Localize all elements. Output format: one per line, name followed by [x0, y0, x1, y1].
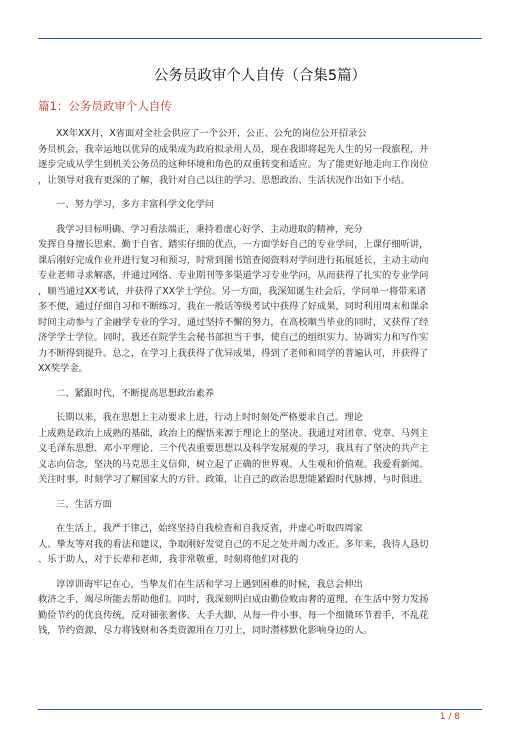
paragraph-line: 、乐于助人，对于长辈和老师，我非常敬重，时刻将他们对我的	[38, 554, 299, 565]
paragraph-line: 发挥自身擅长思索、勤于自省、踏实仔细的优点，一方面学好自己的专业学问，上课仔细听讲，	[38, 239, 429, 250]
paragraph-line: 义志向信念，坚决的马克思主义信仰，树立起了正确的世界观、人生观和价值观。我爱看新闻、	[38, 458, 429, 470]
section-heading: 篇1：公务员政审个人自传	[38, 99, 172, 113]
header-rule	[38, 38, 482, 39]
page-number: 1 / 8	[439, 712, 460, 722]
paragraph-line: 上成熟是政治上成熟的基础，政治上的醒悟来源于理论上的坚决。我通过对团章、党章、马列主	[38, 427, 429, 439]
paragraph-line: 救济之手，竭尽所能去帮助他们。同时，我深刻明白成由勤俭败由奢的道理，在生活中努力发扬	[38, 594, 429, 605]
paragraph-line: 义毛泽东思想、邓小平理论、三个代表重要思想以及科学发展观的学习，我具有了坚决的共产主	[38, 443, 429, 454]
paragraph-line: 在生活上，我严于律己，始终坚持自我检查和自我反省，并虚心听取四周家	[56, 523, 363, 534]
paragraph-line: 课后刚好完成作业并进行复习和预习，时常到图书馆查阅资料对学问进行拓展延长，主动主动向	[38, 254, 429, 266]
paragraph-line: 勤俭节约的优良传统，反对铺张奢侈、大手大脚，从每一件小事、每一个细微环节着手，不乱花	[38, 609, 429, 621]
footer-rule	[38, 709, 482, 710]
paragraph-line: 时间主动参与了金融学专业的学习，通过坚持不懈的努力，在高校顺当毕业的同时，又获得了经	[38, 316, 429, 328]
paragraph-line: 专业老师寻求解惑，并通过网络、专业期刊等多渠道学习专业学问，从而获得了扎实的专业学问	[38, 270, 429, 281]
paragraph-line: XX奖学金。	[38, 363, 88, 374]
document-body	[38, 126, 484, 639]
paragraph-line: 多不便，通过仔细自习和不断练习，我在一般话等级考试中获得了好成果，同时利用周末和课余	[38, 301, 429, 312]
paragraph-line: 力不断得到提升。总之，在学习上我获得了优异成果，得到了老师和同学的普遍认可，并获得了	[38, 347, 429, 359]
paragraph-line: ，让领导对我有更深的了解，我针对自己以往的学习、思想政治、生活状况作出如下小结。	[38, 174, 410, 186]
paragraph-line: 务员机会，我幸运地以优异的成果成为政府拟录用人员，现在我即将起先人生的另一段旅程，并	[38, 143, 429, 155]
subheading: 三、生活方面	[56, 498, 112, 510]
subheading: 一、努力学习，多方丰富科学文化学问	[56, 199, 215, 210]
paragraph-line: 钱，节约资源，尽力将钱财和各类资源用在刀刃上，同时潜移默化影响身边的人。	[38, 625, 373, 636]
paragraph-line: 长期以来，我在思想上主动要求上进，行动上时时刻处严格要求自己。理论	[56, 412, 363, 423]
paragraph-line: 济学学士学位。同时，我还在院学生会秘书部担当干事，使自己的组织实力、协调实力和写作实	[38, 332, 429, 343]
paragraph-line: XX年XX月，X省面对全社会供应了一个公开、公正、公允的岗位公开招录公	[56, 128, 367, 139]
paragraph-line: 我学习目标明确、学习看法端正，秉持着虚心好学、主动进取的精神，充分	[56, 223, 363, 235]
document-title: 公务员政审个人自传（合集5篇）	[153, 68, 367, 84]
paragraph-line: 谆谆训诲牢记在心，当挚友们在生活和学习上遇到困难的时候，我总会伸出	[56, 578, 363, 590]
paragraph-line: 关注时事，时刻学习了解国家大的方针、政策，让自己的政治思想能紧跟时代脉搏、与时俱进。	[38, 474, 429, 485]
paragraph-line: ，顺当通过XX考试，并获得了XX学士学位。另一方面，我深知诞生社会后，学问单一将带来诸	[38, 285, 427, 297]
subheading: 二、紧跟时代，不断提高思想政治素养	[56, 387, 215, 399]
paragraph-line: 逐步完成从学生到机关公务员的这种环境和角色的双重转变和适应。为了能更好地走向工作岗位	[38, 159, 429, 170]
paragraph-line: 人、挚友等对我的看法和建议，争取刚好发觉自己的不足之处并竭力改正。多年来，我待人恳切	[38, 538, 429, 550]
